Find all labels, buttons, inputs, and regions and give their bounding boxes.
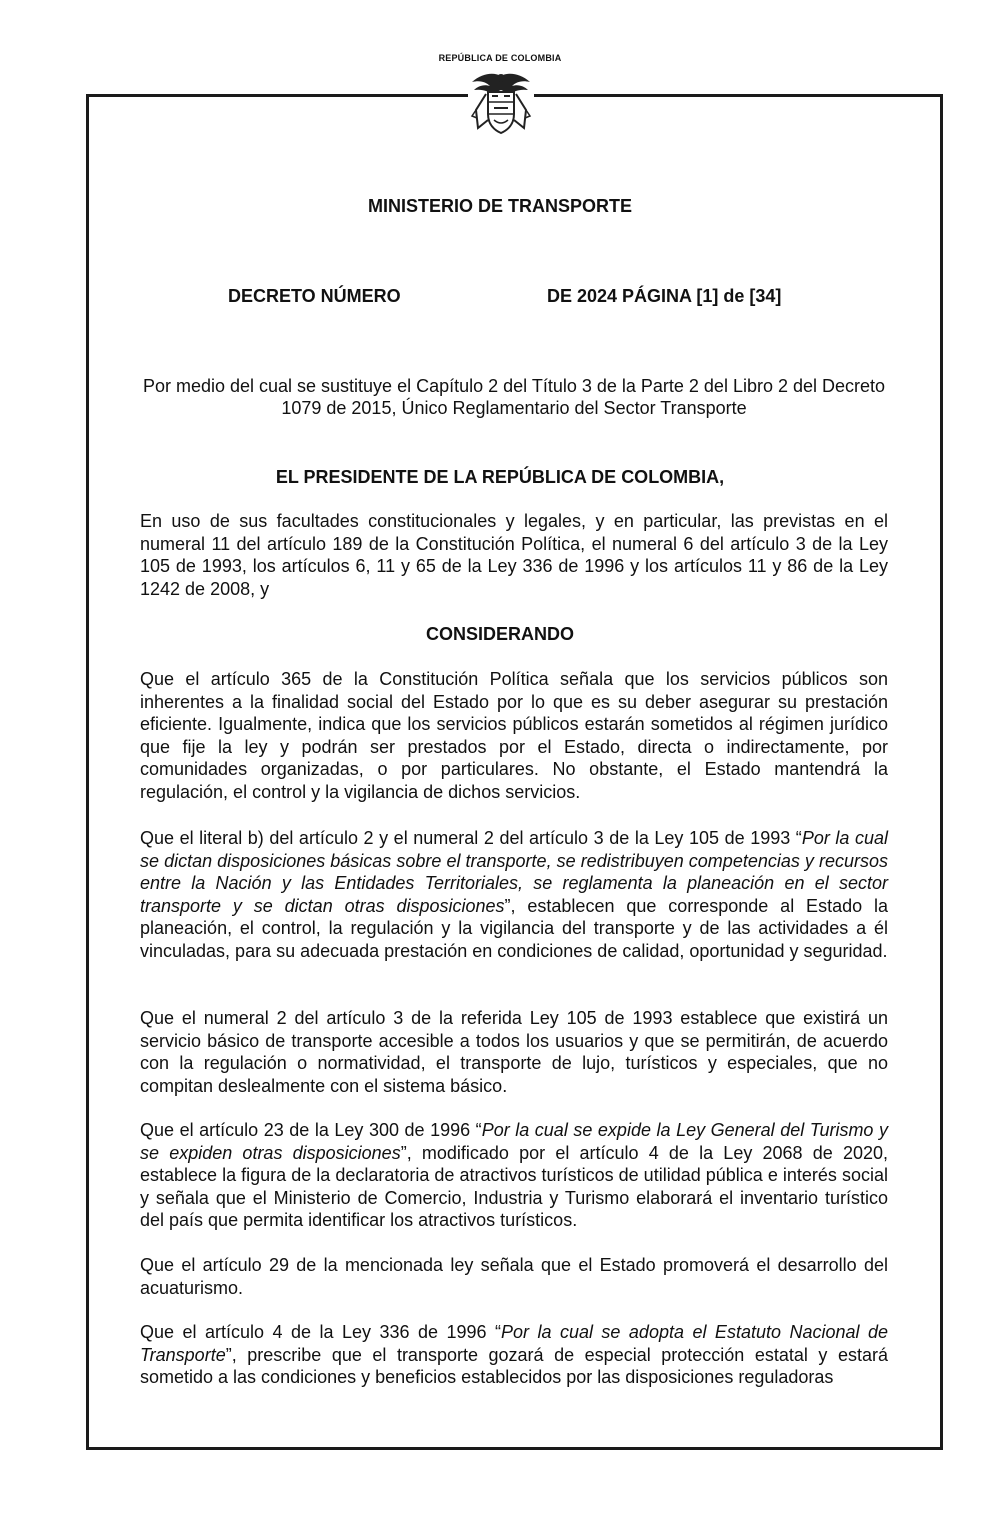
coat-of-arms-icon — [468, 70, 534, 138]
considerando-paragraph-2: Que el literal b) del artículo 2 y el numeral 2 del artículo 3 de la Ley 105 de 1993 “Por la cual se dictan disposiciones básicas sobre el transporte, se redistribuyen competencias y recursos entre la Nación y las Entidades Territoriales, se reglamenta la planeación en el sector transporte y se dictan otras disposiciones”, establecen que corresponde al Estado la planeación, el control, la regulación y la vigilancia del transporte y de las actividades a él vinculadas, para su adecuada prestación en condiciones de calidad, oportunidad y seguridad. — [140, 828, 888, 961]
considerando-paragraph-1: Que el artículo 365 de la Constitución Política señala que los servicios públicos son inherentes a la finalidad social del Estado por lo que es su deber asegurar su prestación eficiente. Igualmente, indica que los servicios públicos estarán sometidos al régimen jurídico que fije la ley y podrán ser prestados por el Estado, directa o indirectamente, por comunidades organizadas, o por particulares. No obstante, el Estado mantendrá la regulación, el control y la vigilancia de dichos servicios. — [140, 669, 888, 802]
ministry-title: MINISTERIO DE TRANSPORTE — [367, 196, 632, 216]
president-heading: EL PRESIDENTE DE LA REPÚBLICA DE COLOMBIA, — [275, 467, 725, 487]
powers-paragraph: En uso de sus facultades constitucionales y legales, y en particular, las previstas en el numeral 11 del artículo 189 de la Constitución Política, el numeral 6 del artículo 3 de la Ley 105 de 1993, los artículos 6, 11 y 65 de la Ley 336 de 1996 y los artículos 11 y 86 de la Ley 1242 de 2008, y — [140, 511, 888, 599]
cited-law-title: Por la cual se expide la Ley General del Turismo y se expiden otras disposiciones — [140, 1120, 888, 1163]
considerando-paragraph-4: Que el artículo 23 de la Ley 300 de 1996 “Por la cual se expide la Ley General del Turismo y se expiden otras disposiciones”, modificado por el artículo 4 de la Ley 2068 de 2020, establece la figura de la declaratoria de atractivos turísticos de utilidad pública e interés social y señala que el Ministerio de Comercio, Industria y Turismo elaborará el inventario turístico del país que permita identificar los atractivos turísticos. — [140, 1120, 888, 1230]
cited-law-title: Por la cual se dictan disposiciones básicas sobre el transporte, se redistribuyen competencias y recursos entre la Nación y las Entidades Territoriales, se reglamenta la planeación en el sector transporte y se dictan otras disposiciones — [140, 828, 888, 916]
cited-law-title: Por la cual se adopta el Estatuto Nacional de Transporte — [140, 1322, 888, 1365]
decree-page-label: DE 2024 PÁGINA [1] de [34] — [547, 286, 782, 306]
considerando-heading: CONSIDERANDO — [425, 624, 574, 644]
decree-number-label: DECRETO NÚMERO — [228, 286, 401, 306]
decree-subject: Por medio del cual se sustituye el Capítulo 2 del Título 3 de la Parte 2 del Libro 2 del Decreto 1079 de 2015, Único Reglamentario del Sector Transporte — [142, 376, 886, 418]
considerando-paragraph-6: Que el artículo 4 de la Ley 336 de 1996 “Por la cual se adopta el Estatuto Nacional de Transporte”, prescribe que el transporte gozará de especial protección estatal y estará sometido a las condiciones y beneficios establecidos por las disposiciones reguladoras — [140, 1322, 888, 1387]
considerando-paragraph-3: Que el numeral 2 del artículo 3 de la referida Ley 105 de 1993 establece que existirá un servicio básico de transporte accesible a todos los usuarios y que se permitirán, de acuerdo con la regulación o normatividad, el transporte de lujo, turísticos y especiales, que no compitan deslealmente con el sistema básico. — [140, 1008, 888, 1096]
considerando-paragraph-5: Que el artículo 29 de la mencionada ley señala que el Estado promoverá el desarrollo del acuaturismo. — [140, 1255, 888, 1298]
republic-label: REPÚBLICA DE COLOMBIA — [438, 53, 562, 63]
